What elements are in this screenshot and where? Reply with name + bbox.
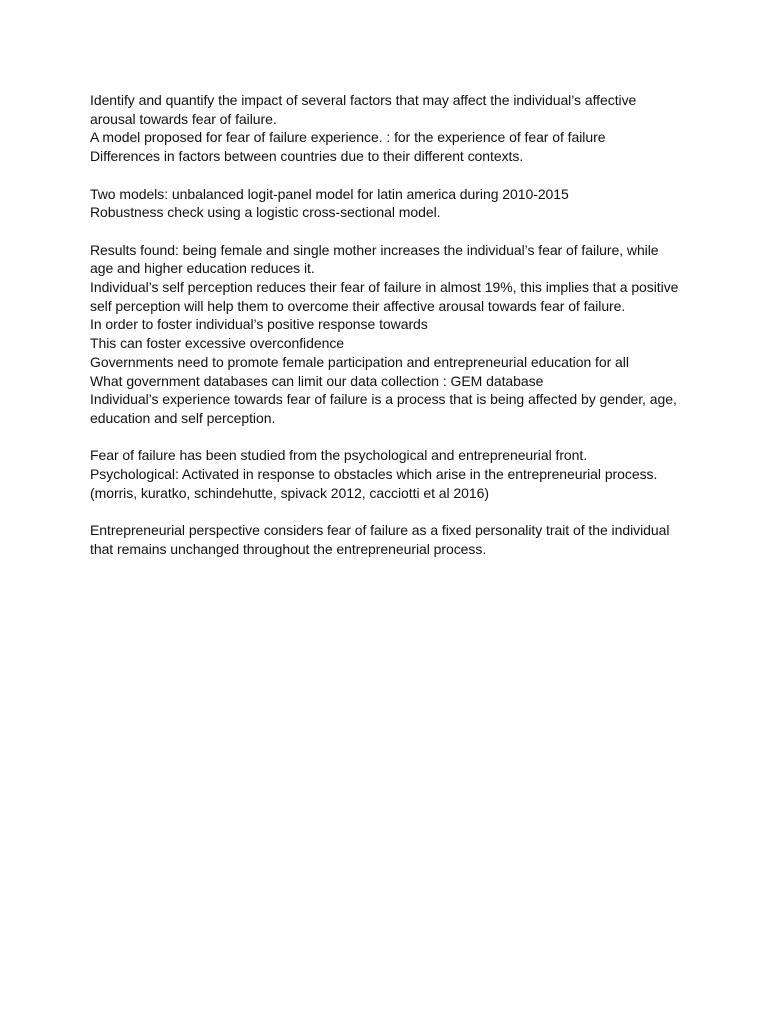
text-line: Identify and quantify the impact of several factors that may affect the individual’s affective xyxy=(90,92,637,108)
paragraph-models xyxy=(90,185,690,222)
paragraph-psychological-front xyxy=(90,446,690,502)
text-line: Governments need to promote female participation and entrepreneurial education for all xyxy=(90,353,629,370)
text-line: Individual’s self perception reduces their fear of failure in almost 19%, this implies that a positive xyxy=(90,279,679,295)
text-line: Differences in factors between countries due to their different contexts. xyxy=(90,148,524,165)
text-line: This can foster excessive overconfidence xyxy=(90,335,345,352)
text-line: Psychological: Activated in response to obstacles which arise in the entrepreneurial process. xyxy=(90,466,658,483)
text-line: self perception will help them to overcome their affective arousal towards fear of failure. xyxy=(90,297,626,314)
text-line: age and higher education reduces it. xyxy=(90,260,315,277)
text-line: In order to foster individual’s positive response towards xyxy=(90,316,428,333)
text-line: Entrepreneurial perspective considers fear of failure as a fixed personality trait of the individual xyxy=(90,522,670,539)
text-line: arousal towards fear of failure. xyxy=(90,110,277,127)
document-body xyxy=(90,91,690,559)
text-line: Results found: being female and single mother increases the individual’s fear of failure, while xyxy=(90,241,659,258)
text-line: Two models: unbalanced logit-panel model for latin america during 2010-2015 xyxy=(90,185,569,202)
text-line: (morris, kuratko, schindehutte, spivack 2012, cacciotti et al 2016) xyxy=(90,484,489,501)
text-line: that remains unchanged throughout the entrepreneurial process. xyxy=(90,540,487,557)
text-line: Individual’s experience towards fear of failure is a process that is being affected by gender, age, xyxy=(90,391,677,408)
text-line: Robustness check using a logistic cross-sectional model. xyxy=(90,204,441,221)
paragraph-results xyxy=(90,241,690,428)
text-line: education and self perception. xyxy=(90,409,276,426)
paragraph-study-aim xyxy=(90,91,690,166)
paragraph-entrepreneurial-perspective xyxy=(90,521,690,558)
text-line: A model proposed for fear of failure experience. : for the experience of fear of failure xyxy=(90,129,606,146)
text-line: Fear of failure has been studied from the psychological and entrepreneurial front. xyxy=(90,447,588,464)
text-line: What government databases can limit our data collection : GEM database xyxy=(90,372,544,389)
